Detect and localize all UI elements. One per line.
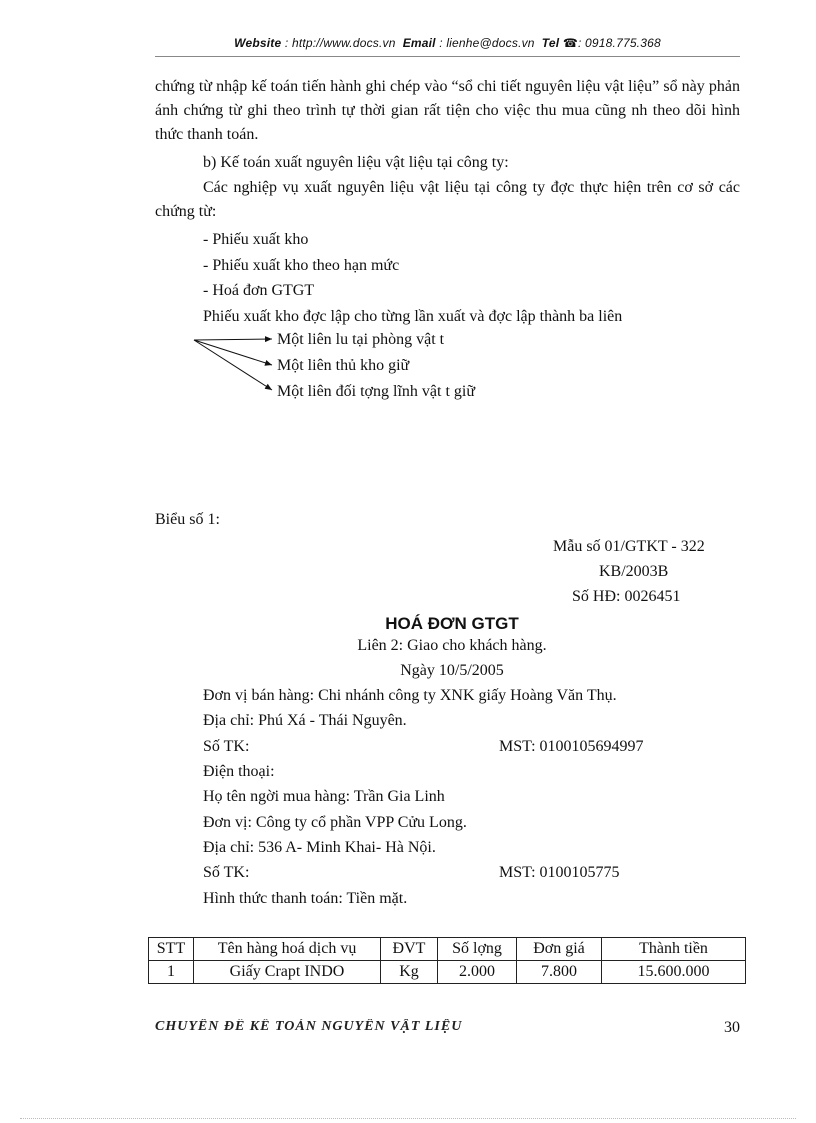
copy-item: Một liên thủ kho giữ [277, 357, 410, 374]
paragraph-1: chứng từ nhập kế toán tiến hành ghi chép vào “sổ chi tiết nguyên liệu vật liệu” sổ này phản ánh chứng từ ghi theo trình tự thời gian rất tiện cho việc thu mua cũng nh theo dõi hình thức thanh toán. [155, 78, 740, 143]
email-label: Email [402, 36, 436, 50]
paragraph-2: Các nghiệp vụ xuất nguyên liệu vật liệu tại công ty đợc thực hiện trên cơ sở các chứng từ: [155, 179, 740, 220]
list-item: - Phiếu xuất kho theo hạn mức [203, 257, 400, 274]
table-header-row [149, 938, 746, 961]
table-cell: 2.000 [438, 961, 517, 984]
buyer-tax-code: MST: 0100105775 [499, 864, 620, 881]
invoice-title: HOÁ ĐƠN GTGT [385, 614, 519, 633]
table-header-cell: Tên hàng hoá dịch vụ [194, 938, 381, 961]
table-header-cell: Đơn giá [517, 938, 602, 961]
list-item: - Hoá đơn GTGT [203, 282, 315, 299]
table-cell: 7.800 [517, 961, 602, 984]
buyer-address: Địa chỉ: 536 A- Minh Khai- Hà Nội. [203, 839, 436, 856]
table-cell: 15.600.000 [602, 961, 746, 984]
seller-account: Số TK: [203, 738, 250, 755]
copy-item: Một liên đối tợng lĩnh vật t giữ [277, 383, 476, 400]
seller-tax-code: MST: 0100105694997 [499, 738, 644, 755]
invoice-number: Số HĐ: 0026451 [572, 588, 681, 605]
copy-item: Một liên lu tại phòng vật t [277, 331, 445, 348]
footer-title: CHUYÊN ĐỀ KẾ TOÁN NGUYÊN VẬT LIỆU [155, 1019, 463, 1033]
form-number: Mẫu số 01/GTKT - 322 [553, 538, 705, 555]
table-header-cell: ĐVT [381, 938, 438, 961]
page-bottom-divider [20, 1118, 796, 1119]
arrow-copy-3 [194, 340, 272, 390]
invoice-table [148, 937, 746, 984]
table-header-cell: Thành tiền [602, 938, 746, 961]
phone-icon: ☎ [562, 36, 578, 50]
buyer-name: Họ tên ngời mua hàng: Trần Gia Linh [203, 788, 445, 805]
email-value: : lienhe@docs.vn [439, 36, 535, 50]
table-row [149, 961, 746, 984]
table-header-cell: Số lợng [438, 938, 517, 961]
arrow-copy-2 [194, 340, 272, 365]
copies-arrows [190, 330, 280, 400]
website-label: Website [234, 36, 282, 50]
website-value: : http://www.docs.vn [284, 36, 396, 50]
buyer-unit: Đơn vị: Công ty cổ phần VPP Cửu Long. [203, 814, 467, 831]
exhibit-label: Biểu số 1: [155, 511, 220, 528]
page-number: 30 [724, 1019, 740, 1036]
list-item: - Phiếu xuất kho [203, 231, 309, 248]
section-b-heading: b) Kế toán xuất nguyên liệu vật liệu tại công ty: [203, 154, 509, 171]
seller-address: Địa chỉ: Phú Xá - Thái Nguyên. [203, 712, 407, 729]
buyer-account: Số TK: [203, 864, 250, 881]
table-cell: Kg [381, 961, 438, 984]
table-cell: 1 [149, 961, 194, 984]
copy-note: Liên 2: Giao cho khách hàng. [357, 637, 547, 654]
payment-method: Hình thức thanh toán: Tiền mặt. [203, 890, 408, 907]
seller-phone: Điện thoại: [203, 763, 275, 780]
tel-value: : 0918.775.368 [577, 36, 661, 50]
seller-unit: Đơn vị bán hàng: Chi nhánh công ty XNK giấy Hoàng Văn Thụ. [203, 687, 617, 704]
page-header [155, 36, 740, 50]
invoice-date: Ngày 10/5/2005 [400, 662, 504, 679]
tel-label: Tel [541, 36, 560, 50]
table-cell: Giấy Crapt INDO [194, 961, 381, 984]
arrow-copy-1 [194, 339, 272, 340]
header-divider [155, 56, 740, 57]
table-header-cell: STT [149, 938, 194, 961]
form-code: KB/2003B [599, 563, 669, 580]
paragraph-3: Phiếu xuất kho đợc lập cho từng lần xuất và đợc lập thành ba liên [203, 308, 623, 325]
